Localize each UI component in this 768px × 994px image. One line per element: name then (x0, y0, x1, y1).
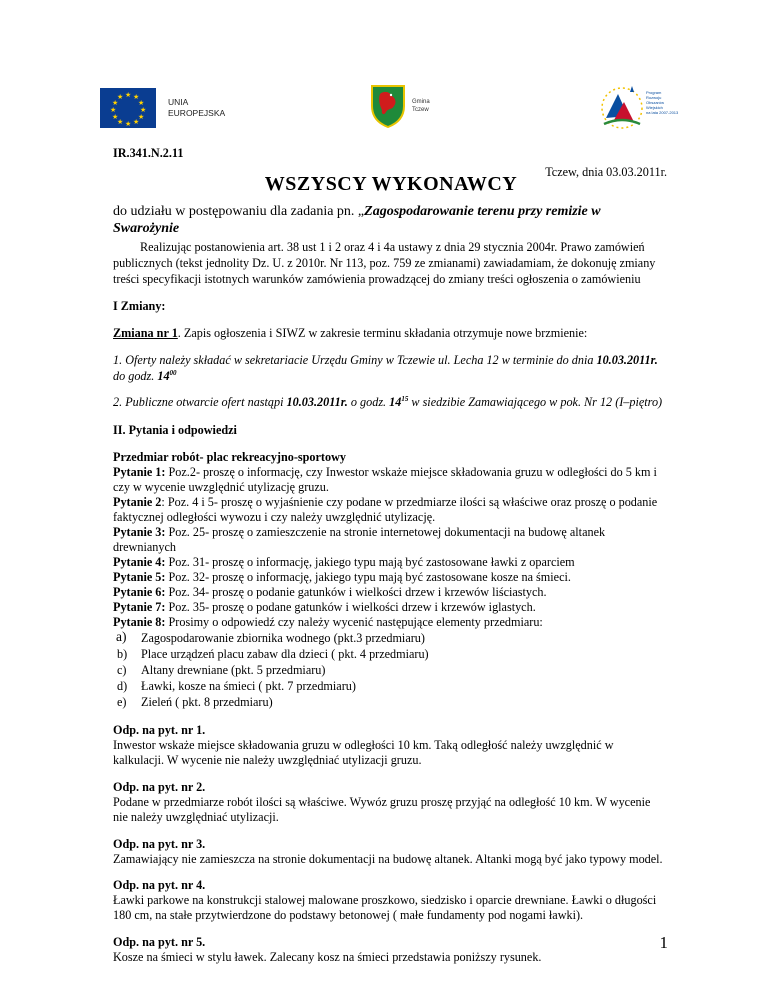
answer-2-text: Podane w przedmiarze robót ilości są właściwe. Wywóz gruzu proszę przyjąć na odległość 10 km. W wycenie (113, 795, 651, 809)
answer-3-text: Zamawiający nie zamieszcza na stronie dokumentacji na budowę altanek. Altanki mogą być jako typowy model. (113, 852, 663, 866)
question-text: : Poz. 4 i 5- proszę o wyjaśnienie czy podane w przedmiarze ilości są właściwe oraz proszę o podanie (161, 495, 658, 509)
list-item: Altany drewniane (pkt. 5 przedmiaru) (141, 663, 326, 677)
question-label: Pytanie 5: (113, 570, 166, 584)
leader-logo-line: na lata 2007-2013 (646, 110, 679, 115)
question-text: Poz. 34- proszę o podanie gatunków i wielkości drzew i krzewów liściastych. (165, 585, 547, 599)
question-text: Poz. 32- proszę o informację, jakiego typu mają być zastosowane kosze na śmieci. (165, 570, 571, 584)
eu-logo (100, 88, 225, 128)
change-item-2-place: w siedzibie Zamawiającego w pok. Nr 12 (I–piętro) (408, 395, 663, 409)
change-item-1-time-label: do godz. (113, 369, 158, 383)
answer-1-text: Inwestor wskaże miejsce składowania gruzu w odległości 10 km. Taką odległość należy uwzględnić w (113, 738, 614, 752)
question-1 (113, 465, 657, 479)
intro-line: treści specyfikacji istotnych warunków zamówienia prowadzącej do zmiany treści ogłoszenia o zamówieniu (113, 272, 641, 286)
intro-line: Realizując postanowienia art. 38 ust 1 i 2 oraz 4 i 4a ustawy z dnia 29 stycznia 2004r. Prawo zamówień (140, 240, 645, 254)
question-text: Prosimy o odpowiedź czy należy wycenić następujące elementy przedmiaru: (165, 615, 543, 629)
question-1-cont: czy w wycenie uwzględnić utylizację gruzu. (113, 480, 329, 494)
question-text: Poz.2- proszę o informację, czy Inwestor wskaże miejsce składowania gruzu w odległości do 5 km i (165, 465, 657, 479)
question-label: Pytanie 2 (113, 495, 162, 509)
gmina-logo (370, 84, 430, 128)
question-label: Pytanie 8: (113, 615, 166, 629)
subtitle-line-2: Swarożynie (113, 221, 180, 236)
subtitle-line-1 (113, 203, 601, 220)
change-1-text: . Zapis ogłoszenia i SIWZ w zakresie terminu składania otrzymuje nowe brzmienie: (177, 326, 588, 340)
leader-logo-line: Wiejskich (646, 105, 663, 110)
answer-1-label: Odp. na pyt. nr 1. (113, 723, 206, 737)
eu-flag-icon: ★ ★ ★ ★ ★ ★ ★ ★ ★ ★ ★ ★ (100, 88, 156, 128)
question-label: Pytanie 1: (113, 465, 166, 479)
question-2-cont: faktycznej odległości wywozu i czy należy uwzględnić utylizację. (113, 510, 436, 524)
answer-1-text: kalkulacji. W wycenie nie należy uwzględniać utylizacji gruzu. (113, 753, 422, 767)
reference-number: IR.341.N.2.11 (113, 146, 184, 160)
list-item-marker: a) (116, 629, 127, 644)
change-item-2 (113, 395, 662, 409)
leader-logo-text (646, 90, 678, 115)
change-item-2-time-label: o godz. (347, 395, 390, 409)
change-item-1-line-1 (113, 353, 658, 367)
answer-4-label: Odp. na pyt. nr 4. (113, 878, 206, 892)
eu-logo-text (168, 97, 225, 119)
document-date: Tczew, dnia 03.03.2011r. (545, 165, 667, 179)
change-item-1-minutes: 00 (169, 369, 177, 377)
question-label: Pytanie 6: (113, 585, 166, 599)
leader-logo-line: Rozwoju (646, 95, 662, 100)
list-item: Zieleń ( pkt. 8 przedmiaru) (141, 695, 273, 709)
page-title: WSZYSCY WYKONAWCY (264, 173, 518, 195)
change-item-2-hour: 14 (389, 395, 402, 409)
section-2-subheading: Przedmiar robót- plac rekreacyjno-sportowy (113, 450, 346, 464)
answer-5-text: Kosze na śmieci w stylu ławek. Zalecany kosz na śmieci przedstawia poniższy rysunek. (113, 950, 542, 964)
leader-logo-line: Program (646, 90, 662, 95)
logo-bar (100, 88, 679, 136)
gmina-logo-text (412, 98, 430, 114)
gmina-logo-line: Gmina (412, 99, 430, 105)
change-item-1-line-2 (113, 369, 177, 383)
question-8 (113, 615, 543, 629)
question-text: Poz. 35- proszę o podane gatunków i wielkości drzew i krzewów iglastych. (165, 600, 536, 614)
gmina-logo-line: Tczew (412, 107, 429, 113)
eu-logo-line: UNIA (168, 97, 189, 107)
change-item-2-text: 2. Publiczne otwarcie ofert nastąpi (113, 395, 287, 409)
list-item-marker: c) (117, 663, 127, 677)
answer-2-text: nie należy uwzględniać utylizacji. (113, 810, 279, 824)
gmina-crest-icon (370, 84, 406, 128)
intro-line: publicznych (tekst jednolity Dz. U. z 2010r. Nr 113, poz. 759 ze zmianami) zawiadamiam, że dokonuję zmiany (113, 256, 656, 270)
question-text: Poz. 31- proszę o informację, jakiego typu mają być zastosowane ławki z oparciem (165, 555, 575, 569)
list-item: Place urządzeń placu zabaw dla dzieci ( pkt. 4 przedmiaru) (141, 647, 429, 661)
question-2 (113, 495, 657, 509)
page-number: 1 (659, 933, 668, 952)
change-item-2-minutes: 15 (401, 395, 409, 403)
section-2-heading: II. Pytania i odpowiedzi (113, 423, 237, 437)
list-item: Zagospodarowanie zbiornika wodnego (pkt.3 przedmiaru) (141, 631, 425, 645)
question-label: Pytanie 7: (113, 600, 166, 614)
list-item: Ławki, kosze na śmieci ( pkt. 7 przedmiaru) (141, 679, 356, 693)
answer-4-text: 180 cm, na stałe przytwierdzone do podstawy betonowej ( małe fundamenty pod nogami ławki). (113, 908, 584, 922)
question-7 (113, 600, 536, 614)
change-1-label: Zmiana nr 1 (113, 326, 178, 340)
question-5 (113, 570, 571, 584)
question-text: Poz. 25- proszę o zamieszczenie na stronie internetowej dokumentacji na budowę altanek (165, 525, 606, 539)
question-3 (113, 525, 605, 539)
section-1-heading: I Zmiany: (113, 299, 166, 313)
list-item-marker: e) (117, 695, 127, 709)
change-item-1-hour: 14 (157, 369, 170, 383)
answer-5-label: Odp. na pyt. nr 5. (113, 935, 206, 949)
change-item-1-date: 10.03.2011r. (596, 353, 658, 367)
list-item-marker: b) (117, 647, 128, 661)
subtitle-plain: do udziału w postępowaniu dla zadania pn. „ (113, 204, 365, 219)
answer-2-label: Odp. na pyt. nr 2. (113, 780, 206, 794)
change-item-2-date: 10.03.2011r. (286, 395, 348, 409)
subtitle-task-name: Zagospodarowanie terenu przy remizie w (364, 204, 601, 219)
eu-logo-line: EUROPEJSKA (168, 108, 226, 118)
leader-logo-line: Obszarów (646, 100, 665, 105)
change-item-1-text: 1. Oferty należy składać w sekretariacie Urzędu Gminy w Tczewie ul. Lecha 12 w terminie do dnia (113, 353, 597, 367)
question-3-cont: drewnianych (113, 540, 176, 554)
question-label: Pytanie 4: (113, 555, 166, 569)
change-1-line (113, 326, 587, 340)
question-4 (113, 555, 575, 569)
answer-4-text: Ławki parkowe na konstrukcji stalowej malowane proszkowo, siedzisko i oparcie drewniane. Ławki o długości (113, 893, 657, 907)
question-6 (113, 585, 547, 599)
list-item-marker: d) (117, 679, 128, 693)
answer-3-label: Odp. na pyt. nr 3. (113, 837, 206, 851)
question-label: Pytanie 3: (113, 525, 166, 539)
leader-logo (600, 80, 680, 141)
